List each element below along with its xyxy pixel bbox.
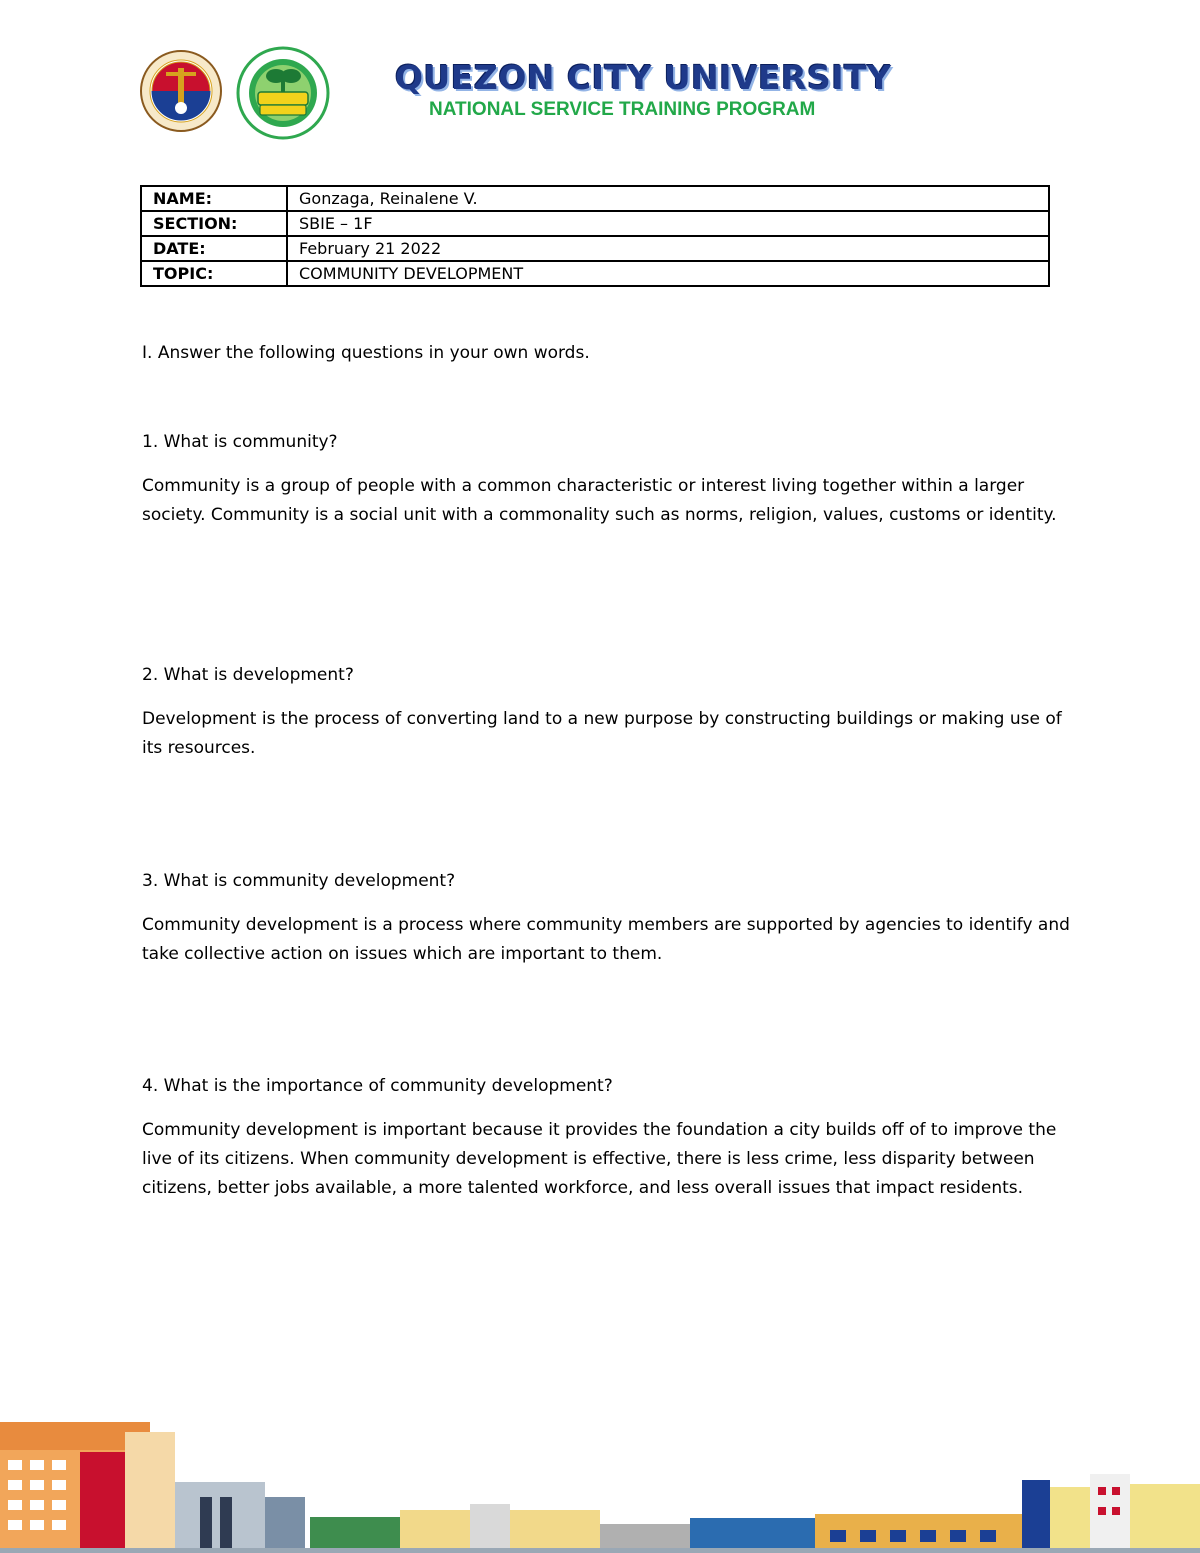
- campus-buildings-illustration: [0, 1412, 1200, 1553]
- question-4: 4. What is the importance of community development?: [142, 1076, 613, 1096]
- instruction-text: I. Answer the following questions in your own words.: [142, 343, 590, 363]
- program-subtitle: NATIONAL SERVICE TRAINING PROGRAM: [429, 99, 816, 120]
- question-3: 3. What is community development?: [142, 871, 456, 891]
- info-row-section: [141, 211, 1049, 236]
- qcu-seal-logo: [140, 50, 222, 132]
- university-title: QUEZON CITY UNIVERSITY: [395, 58, 892, 97]
- answer-1: Community is a group of people with a common characteristic or interest living together within a larger society. Community is a social unit with a commonality such as norms, religion, values, customs or identity.: [142, 476, 1057, 525]
- section-label: SECTION:: [141, 211, 287, 236]
- answer-2: Development is the process of converting land to a new purpose by constructing buildings or making use of its resources.: [142, 709, 1062, 758]
- date-label: DATE:: [141, 236, 287, 261]
- question-2: 2. What is development?: [142, 665, 354, 685]
- name-value: Gonzaga, Reinalene V.: [287, 186, 1049, 211]
- info-row-name: [141, 186, 1049, 211]
- info-row-topic: [141, 261, 1049, 286]
- answer-3: Community development is a process where community members are supported by agencies to identify and take collective action on issues which are important to them.: [142, 915, 1070, 964]
- date-value: February 21 2022: [287, 236, 1049, 261]
- topic-label: TOPIC:: [141, 261, 287, 286]
- info-row-date: [141, 236, 1049, 261]
- topic-value: COMMUNITY DEVELOPMENT: [287, 261, 1049, 286]
- urban-warriors-nstp-logo: [236, 46, 330, 140]
- student-info-table: [140, 185, 1050, 287]
- answer-4: Community development is important because it provides the foundation a city builds off of to improve the live of its citizens. When community development is effective, there is less crime, less disparity between citizens, better jobs available, a more talented workforce, and less overall issues that impact residents.: [142, 1120, 1057, 1198]
- section-value: SBIE – 1F: [287, 211, 1049, 236]
- name-label: NAME:: [141, 186, 287, 211]
- question-1: 1. What is community?: [142, 432, 338, 452]
